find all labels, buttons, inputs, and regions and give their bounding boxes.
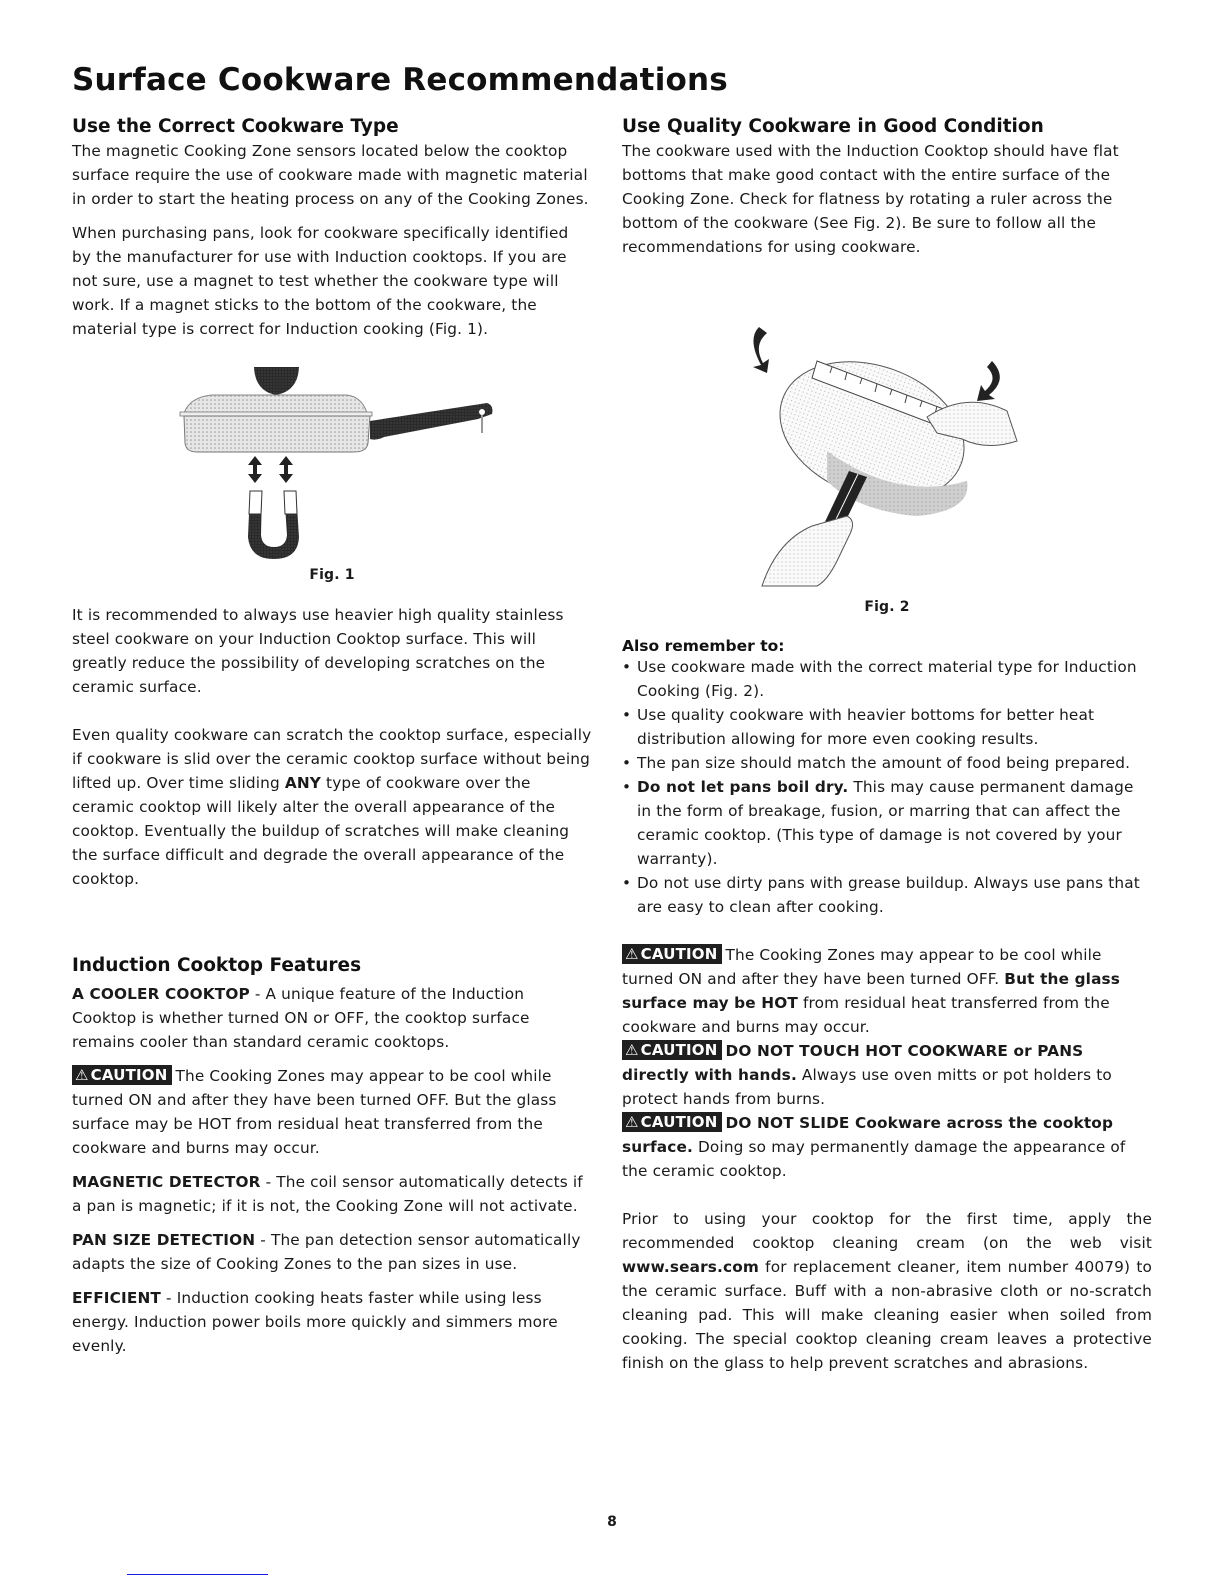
list-item: • The pan size should match the amount of food being prepared. <box>622 751 1152 775</box>
caution-badge: ⚠ CAUTION <box>622 1040 722 1060</box>
lid-knob-icon <box>254 367 299 395</box>
rotate-arrow-icon <box>977 361 1000 401</box>
warning-triangle-icon: ⚠ <box>625 1041 639 1059</box>
right-column <box>622 116 1152 1375</box>
rotate-arrow-icon <box>753 327 769 373</box>
figure-2-ruler-flatness <box>737 321 1037 591</box>
pan-handle-icon <box>370 403 492 440</box>
caution-note: ⚠ CAUTION The Cooking Zones may appear to be cool while turned ON and after they have been turned OFF. But the glass surface may be HOT from residual heat transferred from the cookware and burns may occur. <box>622 945 1121 1036</box>
hand-icon <box>762 516 853 586</box>
warning-triangle-icon: ⚠ <box>625 1113 639 1131</box>
ruler-flatness-illustration <box>737 321 1037 591</box>
feature-efficient: EFFICIENT - Induction cooking heats faster while using less energy. Induction power boils more quickly and simmers more evenly. <box>72 1289 558 1355</box>
remember-list <box>622 655 1152 919</box>
sears-link[interactable]: www.sears.com <box>622 1258 759 1276</box>
page-title: Surface Cookware Recommendations <box>72 62 728 98</box>
caution-badge: ⚠ CAUTION <box>72 1065 172 1085</box>
paragraph: The cookware used with the Induction Cooktop should have flat bottoms that make good contact with the entire surface of the Cooking Zone. Check for flatness by rotating a ruler across the bottom of the cookware (See Fig. 2). Be sure to follow all the recommendations for using cookware. <box>622 142 1119 256</box>
section-heading-features: Induction Cooktop Features <box>72 955 362 976</box>
caution-note: ⚠ CAUTION The Cooking Zones may appear to be cool while turned ON and after they have been turned OFF. But the glass surface may be HOT from residual heat transferred from the cookware and burns may occur. <box>72 1066 557 1157</box>
caution-badge: ⚠ CAUTION <box>622 1112 722 1132</box>
paragraph: When purchasing pans, look for cookware specifically identified by the manufacturer for use with Induction cooktops. If you are not sure, use a magnet to test whether the cookware type will work. If a magnet sticks to the bottom of the cookware, the material type is correct for Induction cooking (Fig. 1). <box>72 224 569 338</box>
figure-1-pan-magnet <box>162 359 502 559</box>
pan-body-icon <box>184 416 370 452</box>
caution-badge: ⚠ CAUTION <box>622 944 722 964</box>
paragraph: The magnetic Cooking Zone sensors located below the cooktop surface require the use of cookware made with magnetic material in order to start the heating process on any of the Cooking Zones. <box>72 142 589 208</box>
list-item: • Do not let pans boil dry. This may cause permanent damage in the form of breakage, fusion, or marring that can affect the ceramic cooktop. (This type of damage is not covered by your warranty). <box>622 775 1152 871</box>
list-item: • Use cookware made with the correct material type for Induction Cooking (Fig. 2). <box>622 655 1152 703</box>
paragraph: Even quality cookware can scratch the cooktop surface, especially if cookware is slid over the ceramic cooktop surface without being lifted up. Over time sliding ANY type of cookware over the ceramic cooktop will likely alter the overall appearance of the cooktop. Eventually the buildup of scratches will make cleaning the surface difficult and degrade the overall appearance of the cooktop. <box>72 726 592 888</box>
list-item: • Do not use dirty pans with grease buildup. Always use pans that are easy to clean after cooking. <box>622 871 1152 919</box>
section-heading-correct-type: Use the Correct Cookware Type <box>72 116 399 137</box>
feature-cooler-cooktop: A COOLER COOKTOP - A unique feature of the Induction Cooktop is whether turned ON or OFF, the cooktop surface remains cooler than standard ceramic cooktops. <box>72 985 530 1051</box>
double-arrow-icon <box>248 456 293 483</box>
feature-pan-size-detection: PAN SIZE DETECTION - The pan detection sensor automatically adapts the size of Cooking Zones to the pan sizes in use. <box>72 1231 581 1273</box>
section-heading-quality-cookware: Use Quality Cookware in Good Condition <box>622 116 1044 137</box>
cleaning-paragraph: Prior to using your cooktop for the first time, apply the recommended cooktop cleaning cream (on the web visit www.sears.com for replacement cleaner, item number 40079) to the ceramic surface. Buff with a non-abrasive cloth or no-scratch cleaning pad. This will make cleaning easier when soiled from cooking. The special cooktop cleaning cream leaves a protective finish on the glass to help prevent scratches and abrasions. <box>622 1210 1152 1372</box>
lid-icon <box>184 395 367 413</box>
list-item: • Use quality cookware with heavier bottoms for better heat distribution allowing for more even cooking results. <box>622 703 1152 751</box>
figure-1-label: Fig. 1 <box>309 567 355 583</box>
footer-rule <box>127 1574 268 1575</box>
page-number: 8 <box>607 1514 617 1530</box>
paragraph: It is recommended to always use heavier high quality stainless steel cookware on your Induction Cooktop surface. This will greatly reduce the possibility of developing scratches on the ceramic surface. <box>72 606 564 696</box>
feature-magnetic-detector: MAGNETIC DETECTOR - The coil sensor automatically detects if a pan is magnetic; if it is not, the Cooking Zone will not activate. <box>72 1173 583 1215</box>
left-column <box>72 116 592 1368</box>
warning-triangle-icon: ⚠ <box>625 945 639 963</box>
caution-note: ⚠ CAUTION DO NOT TOUCH HOT COOKWARE or PANS directly with hands. Always use oven mitts or pot holders to protect hands from burns. <box>622 1041 1112 1108</box>
figure-2-label: Fig. 2 <box>864 599 910 615</box>
caution-note: ⚠ CAUTION DO NOT SLIDE Cookware across the cooktop surface. Doing so may permanently damage the appearance of the ceramic cooktop. <box>622 1113 1126 1180</box>
remember-heading: Also remember to: <box>622 637 785 655</box>
pan-magnet-illustration <box>162 359 502 559</box>
warning-triangle-icon: ⚠ <box>75 1066 89 1084</box>
